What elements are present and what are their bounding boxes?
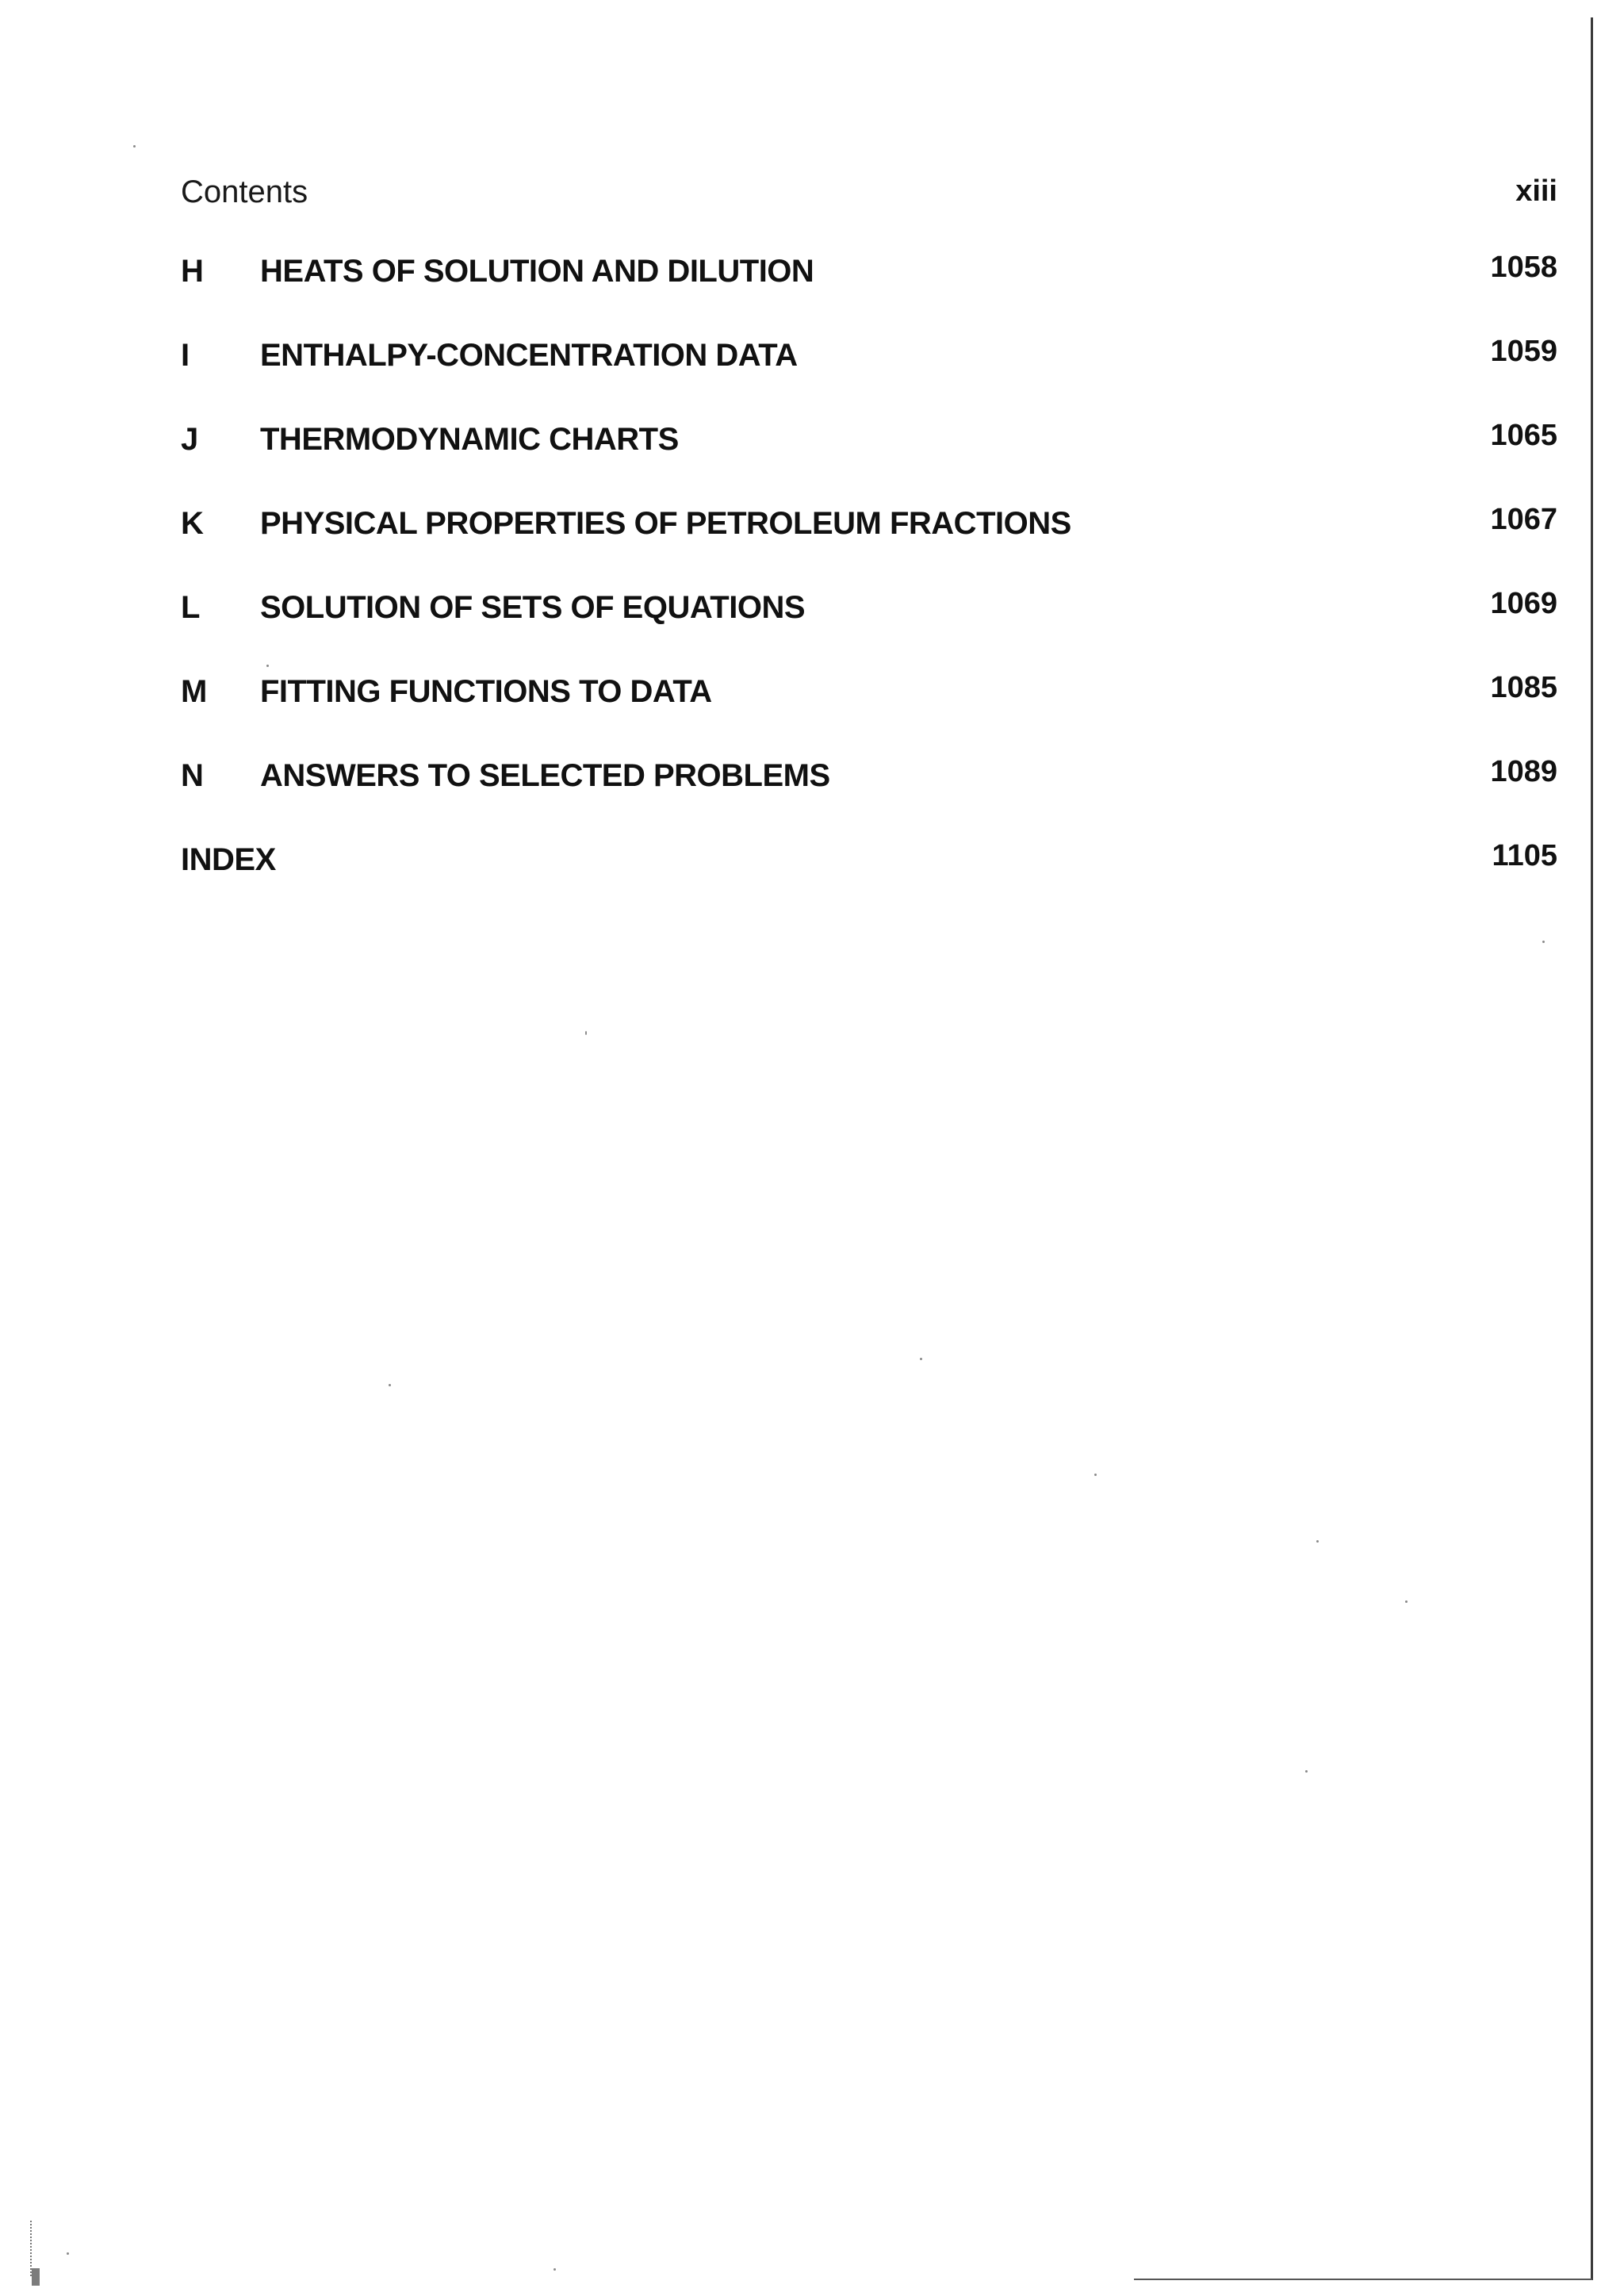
- toc-entry-page: 1089: [1490, 755, 1557, 788]
- toc-entry-title[interactable]: PHYSICAL PROPERTIES OF PETROLEUM FRACTIONS: [260, 506, 1071, 541]
- scan-speck: [389, 1384, 391, 1386]
- toc-index-page: 1105: [1492, 839, 1557, 872]
- toc-entry-page: 1065: [1490, 419, 1557, 452]
- scan-speck: [1542, 941, 1545, 943]
- scan-speck: [67, 2252, 69, 2255]
- toc-entry-letter: M: [181, 674, 208, 709]
- toc-entry-page: 1085: [1490, 671, 1557, 704]
- toc-entry-letter: J: [181, 422, 199, 457]
- scan-speck: [553, 2268, 556, 2271]
- toc-entry-l[interactable]: [181, 587, 1557, 674]
- toc-entry-index[interactable]: [181, 839, 1557, 926]
- scan-speck: [1316, 1540, 1319, 1543]
- scan-speck: [133, 145, 136, 148]
- binding-edge-smudge: [32, 2268, 40, 2286]
- toc-entry-page: 1058: [1490, 251, 1557, 284]
- scan-speck: [1305, 1770, 1308, 1773]
- scan-speck: [585, 1031, 587, 1035]
- toc-entry-title[interactable]: THERMODYNAMIC CHARTS: [260, 422, 679, 457]
- toc-entry-k[interactable]: [181, 503, 1557, 590]
- toc-entry-letter: H: [181, 254, 204, 289]
- toc-entry-i[interactable]: [181, 335, 1557, 422]
- scan-speck: [1405, 1600, 1408, 1603]
- scan-speck: [266, 665, 269, 667]
- toc-entry-j[interactable]: [181, 419, 1557, 506]
- toc-entry-letter: K: [181, 506, 204, 541]
- running-head-page-number: xiii: [1515, 174, 1557, 208]
- table-of-contents: [181, 251, 1557, 926]
- toc-entry-title[interactable]: ENTHALPY-CONCENTRATION DATA: [260, 338, 798, 373]
- toc-entry-title[interactable]: ANSWERS TO SELECTED PROBLEMS: [260, 758, 830, 793]
- toc-entry-letter: I: [181, 338, 190, 373]
- running-head-title: Contents: [181, 174, 308, 209]
- page-edge-rule-bottom: [1134, 2279, 1592, 2280]
- toc-entry-page: 1067: [1490, 503, 1557, 536]
- toc-index-title[interactable]: INDEX: [181, 842, 276, 877]
- scan-speck: [1094, 1474, 1097, 1476]
- toc-entry-page: 1059: [1490, 335, 1557, 368]
- toc-entry-letter: L: [181, 590, 201, 625]
- scan-speck: [920, 1358, 922, 1360]
- toc-entry-h[interactable]: [181, 251, 1557, 338]
- page-edge-rule-right: [1591, 17, 1593, 2280]
- toc-entry-title[interactable]: FITTING FUNCTIONS TO DATA: [260, 674, 712, 709]
- running-head: [181, 174, 1557, 214]
- toc-entry-title[interactable]: HEATS OF SOLUTION AND DILUTION: [260, 254, 814, 289]
- toc-entry-title[interactable]: SOLUTION OF SETS OF EQUATIONS: [260, 590, 806, 625]
- toc-entry-letter: N: [181, 758, 204, 793]
- toc-entry-page: 1069: [1490, 587, 1557, 620]
- toc-entry-m[interactable]: [181, 671, 1557, 758]
- toc-entry-n[interactable]: [181, 755, 1557, 842]
